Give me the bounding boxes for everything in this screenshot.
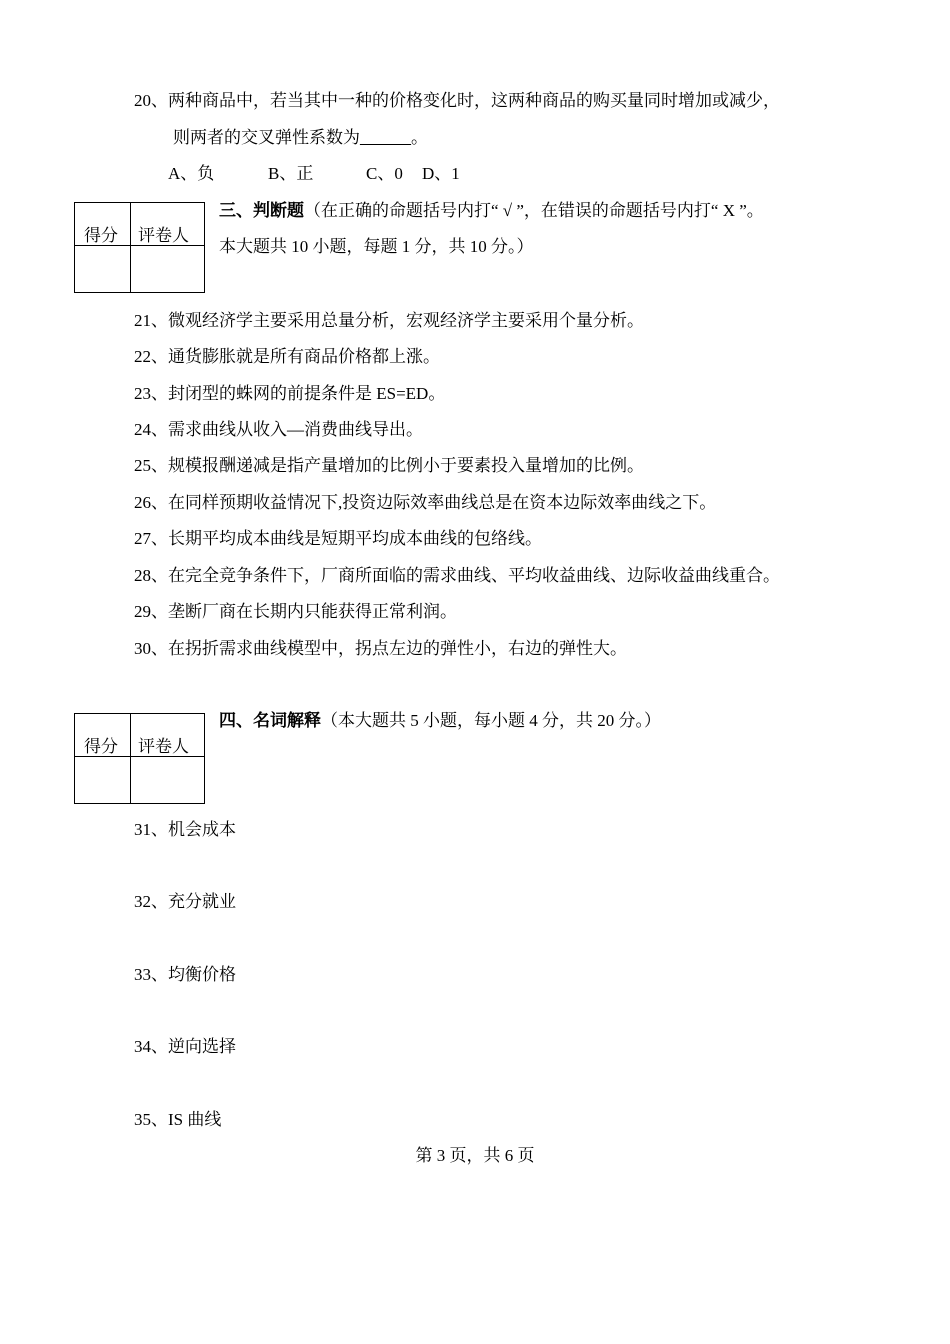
section3-header bbox=[219, 202, 764, 219]
term-33: 33、均衡价格 bbox=[134, 965, 236, 984]
question-20-line1: 20、两种商品中，若当其中一种的价格变化时，这两种商品的购买量同时增加或减少， bbox=[134, 91, 780, 110]
question-21: 21、微观经济学主要采用总量分析，宏观经济学主要采用个量分析。 bbox=[134, 311, 644, 330]
grader-label: 评卷人 bbox=[138, 226, 189, 245]
question-20-end: 。 bbox=[411, 128, 428, 147]
section4-instructions: （本大题共 5 小题，每小题 4 分，共 20 分。） bbox=[321, 711, 661, 730]
term-35: 35、IS 曲线 bbox=[134, 1110, 222, 1129]
answer-blank: ______ bbox=[360, 128, 411, 147]
section4-title: 四、名词解释 bbox=[219, 711, 321, 730]
section3-instructions-2: 本大题共 10 小题，每题 1 分，共 10 分。） bbox=[219, 237, 534, 256]
section3-instructions: （在正确的命题括号内打“ √ ”，在错误的命题括号内打“ X ”。 bbox=[304, 201, 764, 220]
question-24: 24、需求曲线从收入—消费曲线导出。 bbox=[134, 420, 423, 439]
score-box-divider bbox=[130, 203, 131, 292]
option-d: D、1 bbox=[422, 164, 460, 183]
section3-title: 三、判断题 bbox=[219, 201, 304, 220]
option-b: B、正 bbox=[268, 164, 314, 183]
question-29: 29、垄断厂商在长期内只能获得正常利润。 bbox=[134, 602, 457, 621]
question-20-line2 bbox=[173, 129, 428, 146]
question-30: 30、在拐折需求曲线模型中，拐点左边的弹性小，右边的弹性大。 bbox=[134, 639, 627, 658]
score-box-section3 bbox=[74, 202, 205, 293]
page-footer: 第 3 页，共 6 页 bbox=[415, 1146, 535, 1165]
term-31: 31、机会成本 bbox=[134, 820, 236, 839]
option-a: A、负 bbox=[168, 164, 215, 183]
section4-header bbox=[219, 712, 661, 729]
question-26: 26、在同样预期收益情况下,投资边际效率曲线总是在资本边际效率曲线之下。 bbox=[134, 493, 717, 512]
question-22: 22、通货膨胀就是所有商品价格都上涨。 bbox=[134, 347, 440, 366]
score-box-divider bbox=[130, 714, 131, 803]
score-box-divider bbox=[75, 245, 204, 246]
question-28: 28、在完全竞争条件下，厂商所面临的需求曲线、平均收益曲线、边际收益曲线重合。 bbox=[134, 566, 780, 585]
term-32: 32、充分就业 bbox=[134, 892, 236, 911]
grader-label: 评卷人 bbox=[138, 737, 189, 756]
score-box-divider bbox=[75, 756, 204, 757]
score-label: 得分 bbox=[84, 226, 118, 245]
question-25: 25、规模报酬递减是指产量增加的比例小于要素投入量增加的比例。 bbox=[134, 456, 644, 475]
score-box-section4 bbox=[74, 713, 205, 804]
question-23: 23、封闭型的蛛网的前提条件是 ES=ED。 bbox=[134, 384, 446, 403]
question-20-text: 则两者的交叉弹性系数为 bbox=[173, 128, 360, 147]
score-label: 得分 bbox=[84, 737, 118, 756]
option-c: C、0 bbox=[366, 164, 403, 183]
question-27: 27、长期平均成本曲线是短期平均成本曲线的包络线。 bbox=[134, 529, 542, 548]
term-34: 34、逆向选择 bbox=[134, 1037, 236, 1056]
